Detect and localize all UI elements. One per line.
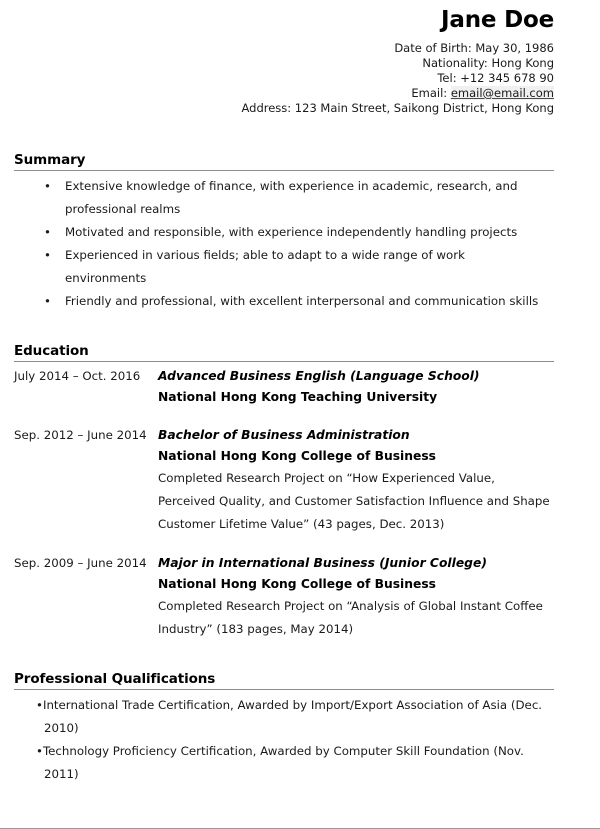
summary-list	[14, 175, 554, 313]
education-section-divider	[14, 361, 554, 362]
list-item	[14, 175, 554, 221]
list-item	[14, 694, 554, 740]
qualifications-section-divider	[14, 689, 554, 690]
summary-item-text: Experienced in various fields; able to adapt to a wide range of work environments	[65, 247, 465, 285]
bullet-icon: •	[44, 247, 51, 262]
education-entry-body	[158, 425, 554, 536]
bullet-icon: •	[36, 743, 43, 758]
bullet-icon: •	[44, 224, 51, 239]
education-entry	[14, 553, 554, 641]
summary-item-text: Motivated and responsible, with experience independently handling projects	[65, 224, 518, 239]
education-entry	[14, 366, 554, 408]
telephone-line: Tel: +12 345 678 90	[437, 70, 554, 85]
email-label: Email:	[411, 85, 451, 100]
list-item	[14, 290, 554, 313]
education-entry-school: National Hong Kong College of Business	[158, 448, 436, 463]
spacer-before-education	[14, 313, 554, 343]
date-of-birth-line: Date of Birth: May 30, 1986	[394, 40, 554, 55]
qualifications-list	[14, 694, 554, 786]
bullet-icon: •	[44, 178, 51, 193]
page-title: Jane Doe	[441, 7, 554, 33]
education-entry-school: National Hong Kong Teaching University	[158, 389, 438, 404]
education-entry-body	[158, 366, 554, 408]
education-entry-dates: July 2014 – Oct. 2016	[14, 368, 141, 383]
education-entry-body	[158, 553, 554, 641]
bullet-icon: •	[44, 293, 51, 308]
education-entry	[14, 425, 554, 536]
list-item	[14, 221, 554, 244]
qualifications-section-title: Professional Qualifications	[14, 670, 216, 687]
email-link[interactable]: email@email.com	[450, 85, 554, 100]
summary-section-title: Summary	[14, 151, 86, 168]
list-item	[14, 740, 554, 786]
spacer-before-summary	[14, 116, 554, 152]
education-entry-dates: Sep. 2009 – June 2014	[14, 555, 147, 570]
resume-header	[14, 0, 554, 116]
email-line	[14, 86, 554, 101]
list-item	[14, 244, 554, 290]
bullet-icon: •	[36, 697, 43, 712]
address-line: Address: 123 Main Street, Saikong District, Hong Kong	[241, 100, 554, 115]
education-entry-degree: Bachelor of Business Administration	[158, 427, 410, 442]
education-entry-dates: Sep. 2012 – June 2014	[14, 427, 147, 442]
education-section-title: Education	[14, 342, 89, 359]
summary-item-text: Extensive knowledge of finance, with experience in academic, research, and professional realms	[65, 178, 518, 216]
summary-section	[14, 152, 554, 313]
qualification-item-text: Technology Proficiency Certification, Awarded by Computer Skill Foundation (Nov. 2011)	[42, 743, 524, 781]
education-entry-degree: Advanced Business English (Language School)	[158, 368, 480, 383]
education-entry-school: National Hong Kong College of Business	[158, 576, 436, 591]
summary-section-divider	[14, 170, 554, 171]
education-section	[14, 343, 554, 641]
qualifications-section	[14, 671, 554, 786]
nationality-line: Nationality: Hong Kong	[422, 55, 554, 70]
education-entry-description: Completed Research Project on “How Experienced Value, Perceived Quality, and Customer Satisfaction Influence and Shape Customer Lifetime Value” (43 pages, Dec. 2013)	[158, 470, 550, 531]
spacer-before-qualifications	[14, 641, 554, 671]
education-entry-degree: Major in International Business (Junior College)	[158, 555, 487, 570]
summary-item-text: Friendly and professional, with excellent interpersonal and communication skills	[65, 293, 539, 308]
qualification-item-text: International Trade Certification, Awarded by Import/Export Association of Asia (Dec. 2010)	[42, 697, 543, 735]
education-entry-description: Completed Research Project on “Analysis of Global Instant Coffee Industry” (183 pages, May 2014)	[158, 598, 543, 636]
